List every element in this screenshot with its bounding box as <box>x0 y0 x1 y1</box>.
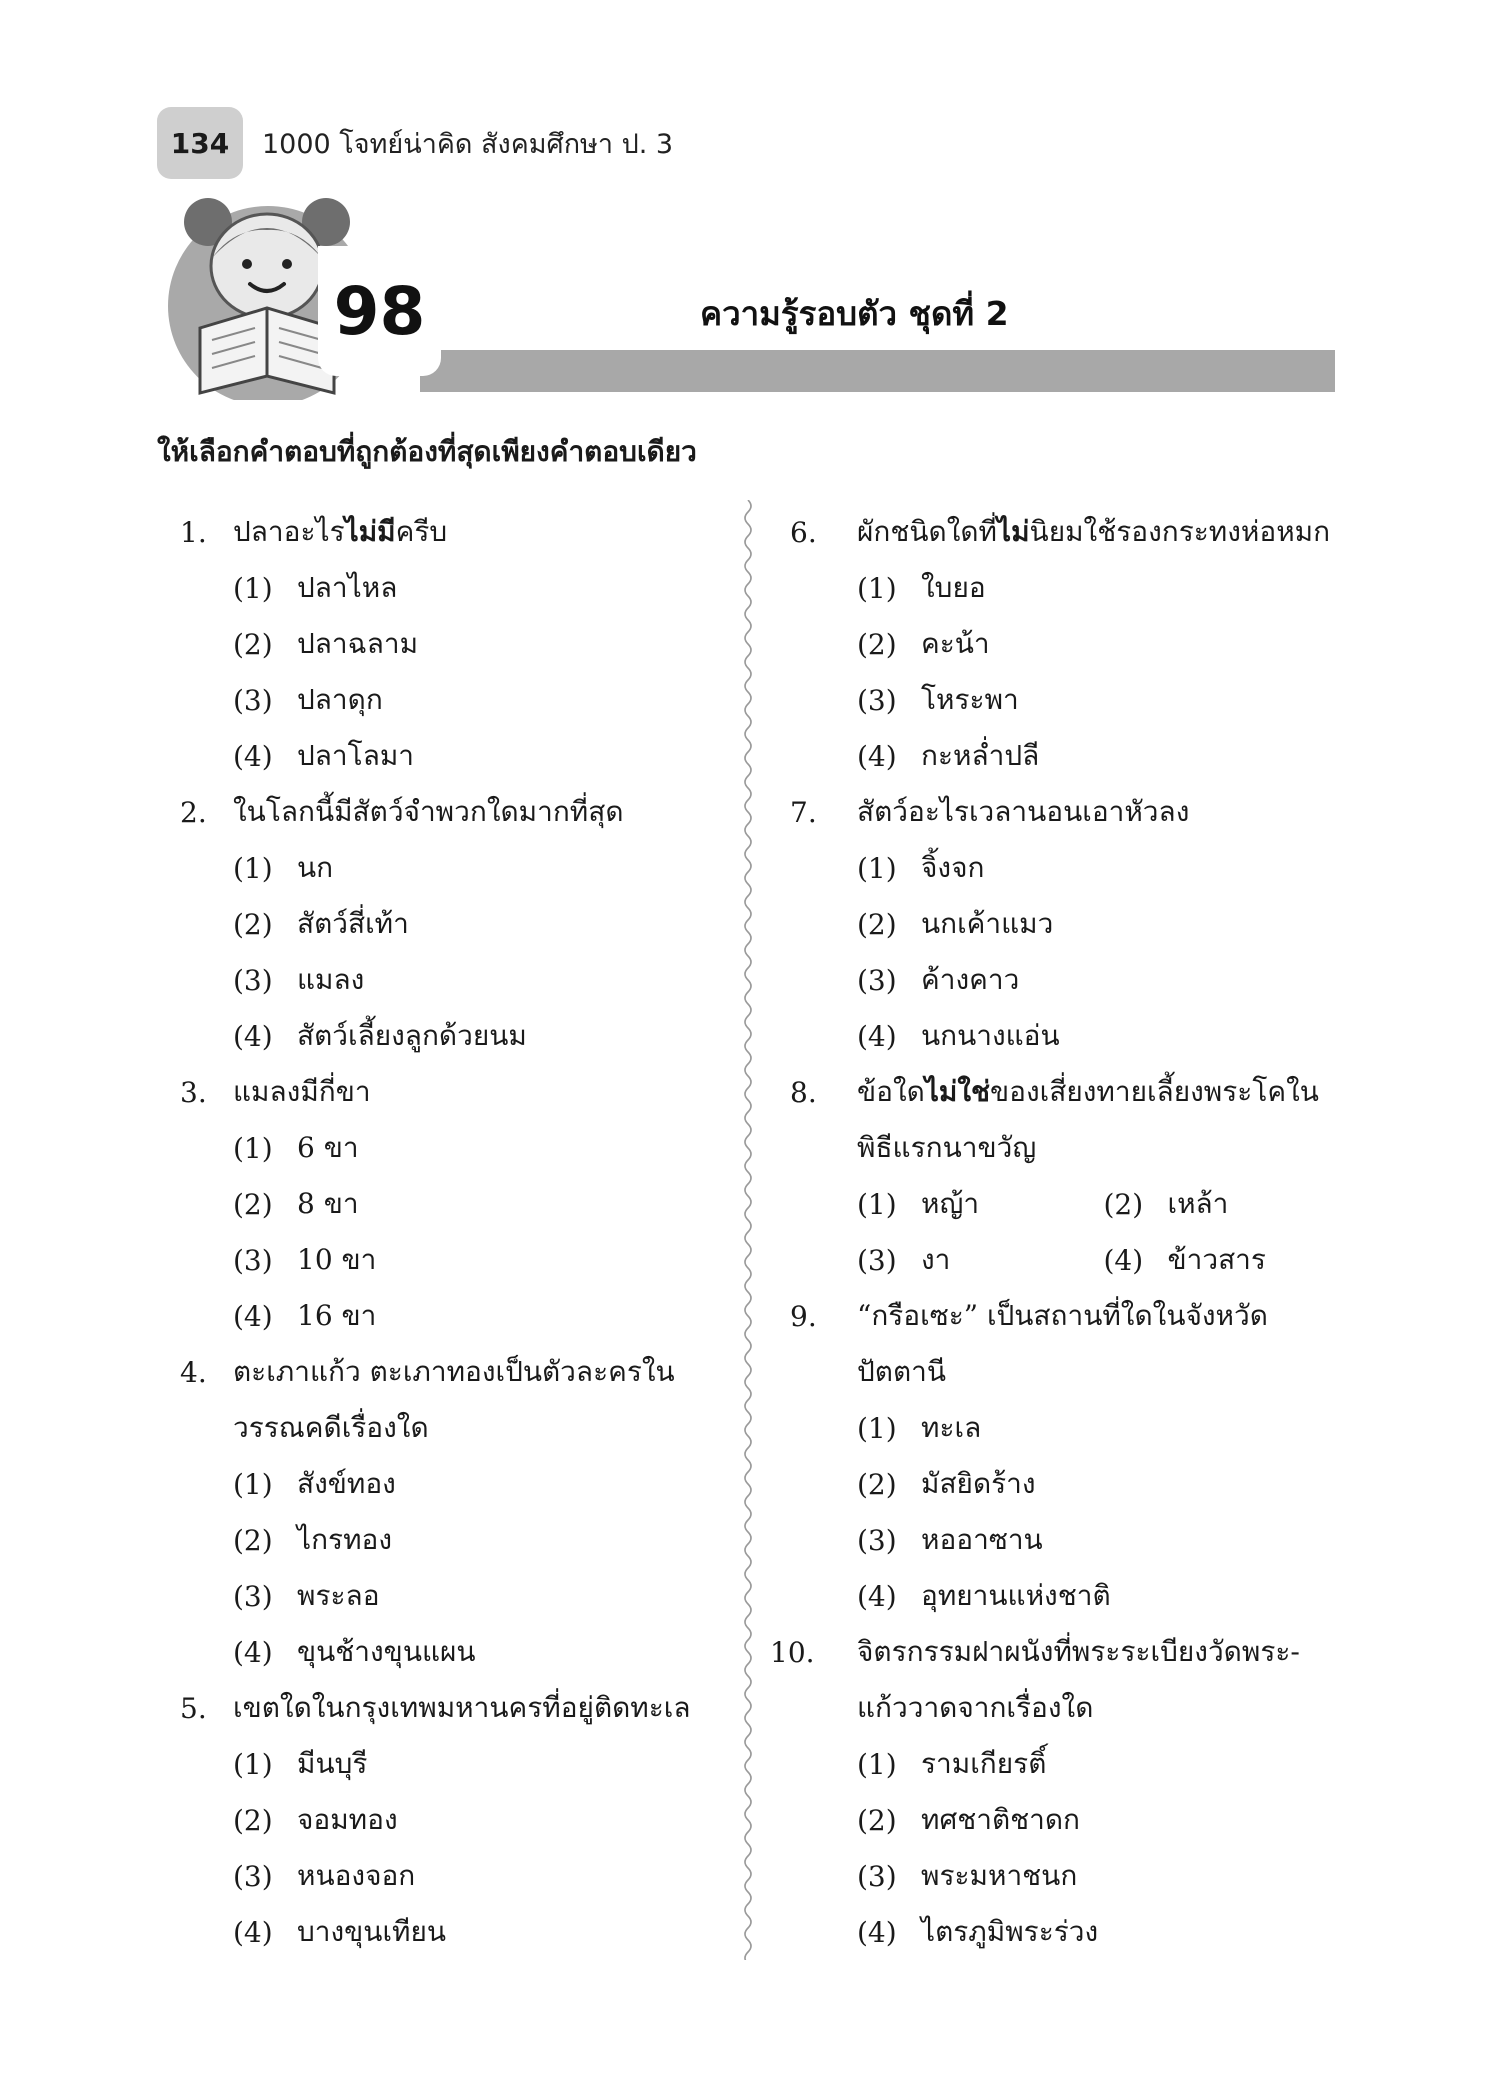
option-number: (3) <box>233 1579 273 1613</box>
option-number: (4) <box>857 739 897 773</box>
answer-option <box>790 672 1350 728</box>
option-number: (4) <box>857 1019 897 1053</box>
answer-option <box>180 1736 740 1792</box>
option-number: (2) <box>233 907 273 941</box>
option-text: เหล้า <box>1167 1187 1229 1220</box>
question-line <box>180 1064 740 1120</box>
option-number: (3) <box>857 1859 897 1893</box>
question-line <box>180 784 740 840</box>
question-text <box>233 1070 371 1114</box>
option-number: (4) <box>1103 1243 1144 1277</box>
question-text <box>233 1686 691 1730</box>
option-text: อุทยานแห่งชาติ <box>921 1579 1111 1612</box>
question-text <box>857 1070 1319 1114</box>
option-text: มัสยิดร้าง <box>921 1467 1036 1500</box>
option-text: สัตว์สี่เท้า <box>297 907 409 940</box>
answer-option <box>790 1848 1350 1904</box>
answer-option <box>180 672 740 728</box>
option-number: (1) <box>857 1187 897 1221</box>
question-number: 3. <box>180 1075 207 1109</box>
question <box>180 784 740 1064</box>
answer-option <box>180 1848 740 1904</box>
question-text-bold: ไม่มี <box>344 515 396 548</box>
option-text: จิ้งจก <box>921 851 985 884</box>
option-number: (2) <box>857 1803 897 1837</box>
option-number: (1) <box>233 1131 273 1165</box>
option-text: หนองจอก <box>297 1859 416 1892</box>
answer-option <box>790 1792 1350 1848</box>
option-text: บางขุนเทียน <box>297 1915 447 1948</box>
option-text: 16 ขา <box>297 1299 377 1332</box>
option-text: 8 ขา <box>297 1187 359 1220</box>
question-text-pre: ผักชนิดใดที่ <box>857 515 997 548</box>
instruction: ให้เลือกคำตอบที่ถูกต้องที่สุดเพียงคำตอบเดียว <box>157 435 697 468</box>
question-line <box>180 1680 740 1736</box>
question <box>180 1064 740 1344</box>
answer-option <box>790 840 1350 896</box>
option-number: (4) <box>233 1019 273 1053</box>
option-number: (1) <box>857 851 897 885</box>
question-number: 5. <box>180 1691 207 1725</box>
answer-option <box>790 1904 1350 1960</box>
question-number: 4. <box>180 1355 207 1389</box>
question-text-pre: “กรือเซะ” เป็นสถานที่ใดในจังหวัด <box>857 1299 1268 1332</box>
option-text: มีนบุรี <box>297 1747 368 1780</box>
option-text: 6 ขา <box>297 1131 359 1164</box>
set-title: ความรู้รอบตัว ชุดที่ 2 <box>700 294 1009 333</box>
answer-option <box>180 1904 740 1960</box>
question-line <box>790 504 1350 560</box>
option-number: (3) <box>857 963 897 997</box>
option-text: คะน้า <box>921 627 990 660</box>
question-number: 7. <box>790 795 817 829</box>
option-number: (3) <box>233 1243 273 1277</box>
option-text: ทศชาติชาดก <box>921 1803 1081 1836</box>
question-text <box>233 1350 675 1394</box>
option-number: (1) <box>857 1747 897 1781</box>
option-number: (2) <box>233 1187 273 1221</box>
set-number: 98 <box>333 272 426 350</box>
question-text-pre: แมลงมีกี่ขา <box>233 1075 371 1108</box>
question-line <box>770 1624 1350 1680</box>
option-number: (1) <box>233 1467 273 1501</box>
option-text: พระมหาชนก <box>921 1859 1078 1892</box>
answer-option <box>857 1182 1104 1226</box>
question-text-continued: แก้ววาดจากเรื่องใด <box>857 1691 1094 1724</box>
option-number: (2) <box>857 907 897 941</box>
option-text: หญ้า <box>921 1187 980 1220</box>
option-number: (3) <box>857 1243 897 1277</box>
option-text: นก <box>297 851 334 884</box>
question <box>790 784 1350 1064</box>
question-text <box>857 1630 1300 1674</box>
option-number: (4) <box>233 1299 273 1333</box>
option-number: (4) <box>233 1915 273 1949</box>
answer-option-row <box>790 1232 1350 1288</box>
question-text <box>233 790 624 834</box>
option-text: สังข์ทอง <box>297 1467 396 1500</box>
answer-option <box>1104 1182 1351 1226</box>
book-title: 1000 โจทย์น่าคิด สังคมศึกษา ป. 3 <box>262 129 674 160</box>
question-number: 6. <box>790 515 817 549</box>
question <box>790 1288 1350 1624</box>
answer-option <box>790 616 1350 672</box>
option-text: นกเค้าแมว <box>921 907 1054 940</box>
question-text-continued: วรรณคดีเรื่องใด <box>233 1411 429 1444</box>
question-text-post: ครีบ <box>395 515 448 548</box>
answer-option <box>180 840 740 896</box>
question-line <box>790 784 1350 840</box>
question-line <box>180 1344 740 1400</box>
answer-option <box>180 1176 740 1232</box>
question-text-pre: จิตรกรรมฝาผนังที่พระระเบียงวัดพระ- <box>857 1635 1300 1668</box>
answer-option <box>180 1232 740 1288</box>
answer-option <box>180 896 740 952</box>
option-text: ขุนช้างขุนแผน <box>297 1635 476 1668</box>
option-text: กะหล่ำปลี <box>921 739 1040 772</box>
answer-option <box>180 1008 740 1064</box>
answer-option <box>180 952 740 1008</box>
question-line <box>180 504 740 560</box>
option-text: งา <box>921 1243 951 1276</box>
question-text-continued: พิธีแรกนาขวัญ <box>857 1131 1037 1164</box>
wavy-divider <box>740 500 756 1960</box>
option-text: ใบยอ <box>921 571 986 604</box>
answer-option <box>180 1792 740 1848</box>
answer-option <box>790 1568 1350 1624</box>
option-text: หออาซาน <box>921 1523 1043 1556</box>
question-line <box>790 1064 1350 1120</box>
question-text <box>857 790 1189 834</box>
question-text-post: ของเสี่ยงทายเลี้ยงพระโคใน <box>990 1075 1319 1108</box>
option-text: 10 ขา <box>297 1243 377 1276</box>
answer-option <box>180 1288 740 1344</box>
answer-option <box>790 560 1350 616</box>
option-number: (3) <box>233 683 273 717</box>
option-number: (1) <box>233 1747 273 1781</box>
answer-option <box>790 1008 1350 1064</box>
option-number: (4) <box>233 1635 273 1669</box>
option-text: ไกรทอง <box>297 1523 393 1556</box>
answer-option <box>790 1512 1350 1568</box>
question-text-pre: เขตใดในกรุงเทพมหานครที่อยู่ติดทะเล <box>233 1691 691 1724</box>
set-number-box <box>318 246 441 376</box>
page-number-badge <box>157 107 243 179</box>
option-text: แมลง <box>297 963 365 996</box>
answer-option <box>1104 1238 1351 1282</box>
answer-option <box>790 896 1350 952</box>
option-text: พระลอ <box>297 1579 380 1612</box>
question-text-post: นิยมใช้รองกระทงห่อหมก <box>1029 515 1331 548</box>
answer-option <box>790 1400 1350 1456</box>
option-number: (3) <box>233 963 273 997</box>
question-number: 10. <box>770 1635 815 1669</box>
page-number: 134 <box>170 126 230 160</box>
option-text: ไตรภูมิพระร่วง <box>921 1915 1099 1948</box>
option-text: นกนางแอ่น <box>921 1019 1060 1052</box>
answer-option <box>180 560 740 616</box>
question-text <box>857 1294 1268 1338</box>
option-text: จอมทอง <box>297 1803 398 1836</box>
question <box>180 1344 740 1680</box>
option-text: ข้าวสาร <box>1167 1243 1266 1276</box>
question-text-pre: สัตว์อะไรเวลานอนเอาหัวลง <box>857 795 1190 828</box>
questions-left-column <box>180 504 740 1960</box>
questions-right-column <box>770 504 1350 1960</box>
question <box>180 1680 740 1960</box>
title-bar <box>420 350 1335 392</box>
answer-option <box>180 1120 740 1176</box>
option-number: (2) <box>857 627 897 661</box>
option-number: (2) <box>1103 1187 1144 1221</box>
option-number: (1) <box>233 571 273 605</box>
option-text: ทะเล <box>921 1411 982 1444</box>
option-text: ปลาไหล <box>297 571 398 604</box>
option-number: (3) <box>857 1523 897 1557</box>
option-number: (1) <box>857 571 897 605</box>
option-number: (2) <box>233 627 273 661</box>
question <box>180 504 740 784</box>
option-number: (3) <box>857 683 897 717</box>
answer-option <box>180 1512 740 1568</box>
question-text-pre: ข้อใด <box>857 1075 925 1108</box>
question-text-continued: ปัตตานี <box>857 1355 947 1388</box>
option-number: (1) <box>857 1411 897 1445</box>
option-text: โหระพา <box>921 683 1019 716</box>
question-text <box>233 510 447 554</box>
option-number: (4) <box>857 1579 897 1613</box>
option-text: ปลาโลมา <box>297 739 415 772</box>
question-text-pre: ปลาอะไร <box>233 515 345 548</box>
question-text-bold: ไม่ใช่ <box>924 1075 991 1108</box>
answer-option <box>180 1456 740 1512</box>
option-text: ปลาดุก <box>297 683 383 716</box>
answer-option <box>180 728 740 784</box>
answer-option <box>790 1456 1350 1512</box>
option-number: (4) <box>233 739 273 773</box>
option-text: ค้างคาว <box>921 963 1020 996</box>
answer-option <box>790 1736 1350 1792</box>
option-text: สัตว์เลี้ยงลูกด้วยนม <box>297 1019 527 1052</box>
question-text-bold: ไม่ <box>997 515 1030 548</box>
option-number: (1) <box>233 851 273 885</box>
option-number: (2) <box>233 1803 273 1837</box>
answer-option <box>790 952 1350 1008</box>
answer-option <box>180 1624 740 1680</box>
option-number: (2) <box>233 1523 273 1557</box>
question <box>770 1624 1350 1960</box>
question-number: 9. <box>790 1299 817 1333</box>
question <box>790 1064 1350 1288</box>
question-text <box>857 510 1330 554</box>
question-text-pre: ในโลกนี้มีสัตว์จำพวกใดมากที่สุด <box>233 795 624 828</box>
answer-option <box>180 1568 740 1624</box>
option-text: ปลาฉลาม <box>297 627 419 660</box>
question-number: 2. <box>180 795 207 829</box>
option-number: (2) <box>857 1467 897 1501</box>
answer-option-row <box>790 1176 1350 1232</box>
option-text: รามเกียรติ์ <box>921 1747 1047 1780</box>
option-number: (4) <box>857 1915 897 1949</box>
answer-option <box>790 728 1350 784</box>
question-number: 8. <box>790 1075 817 1109</box>
question-text-pre: ตะเภาแก้ว ตะเภาทองเป็นตัวละครใน <box>233 1355 675 1388</box>
question-line <box>790 1288 1350 1344</box>
option-number: (3) <box>233 1859 273 1893</box>
question <box>790 504 1350 784</box>
answer-option <box>857 1238 1104 1282</box>
answer-option <box>180 616 740 672</box>
question-number: 1. <box>180 515 207 549</box>
